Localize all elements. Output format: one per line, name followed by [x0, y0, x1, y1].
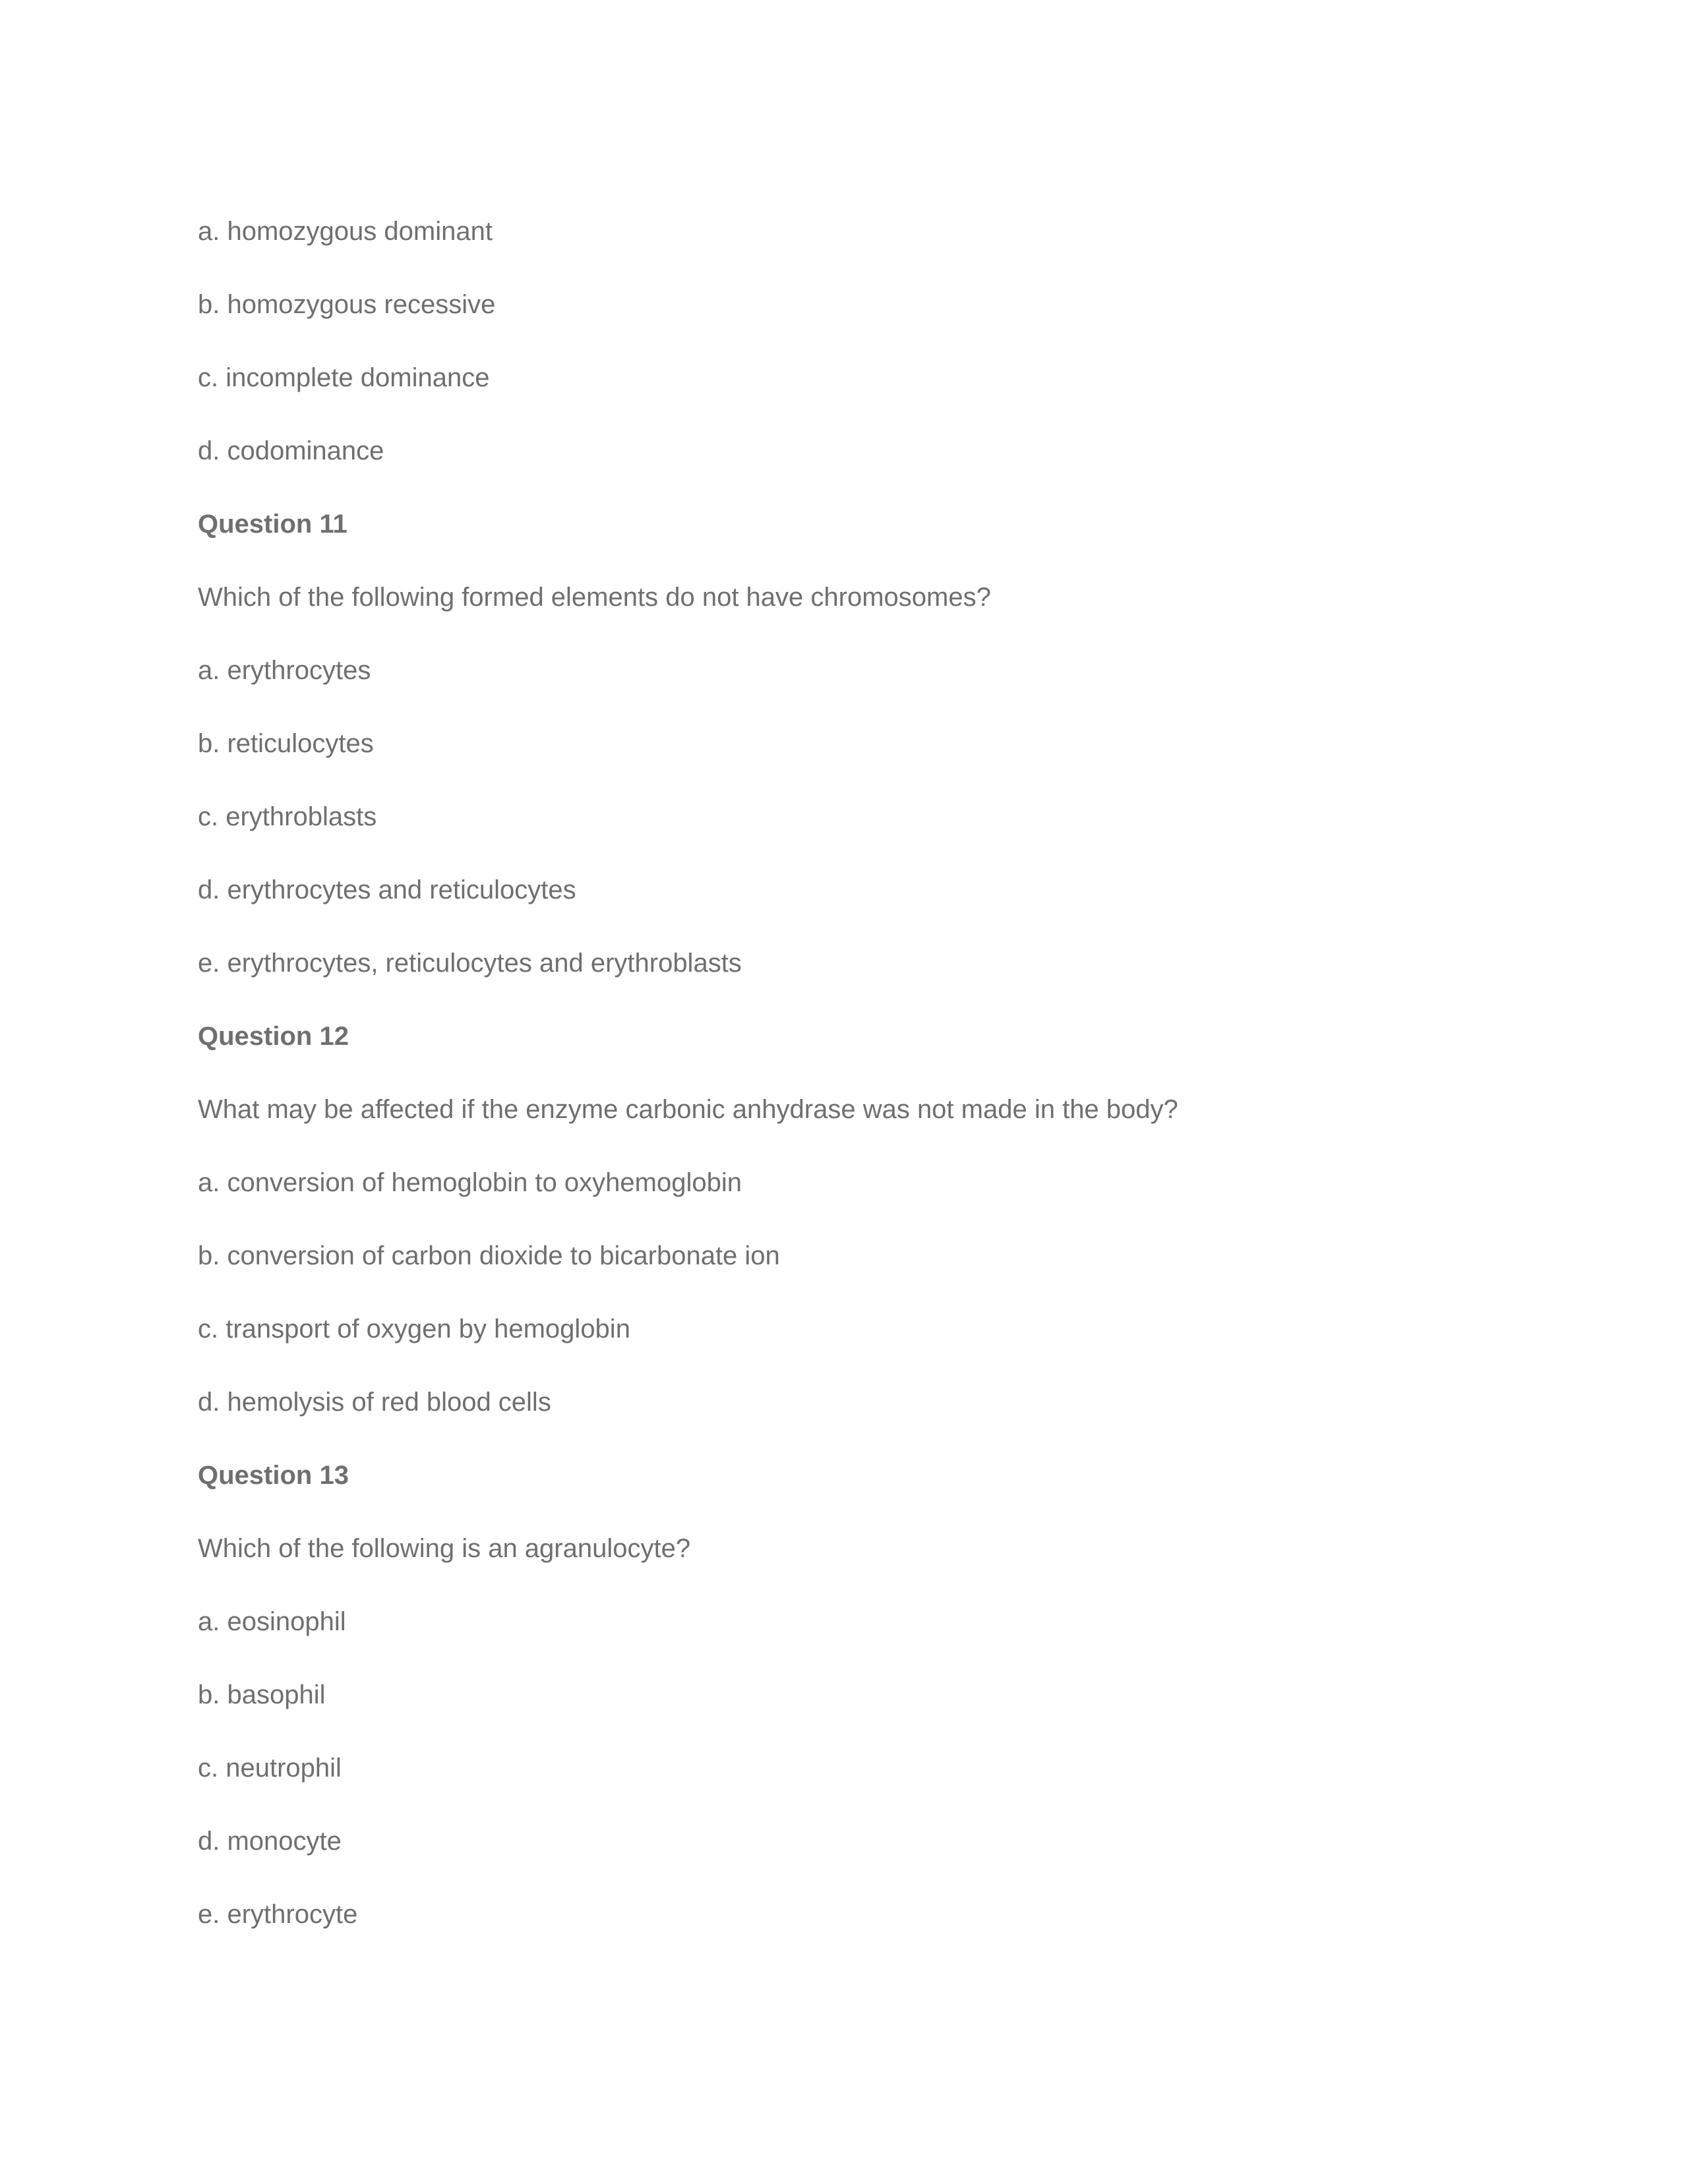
answer-option: b. reticulocytes	[198, 729, 374, 758]
question-prompt: Which of the following formed elements do not have chromosomes?	[198, 583, 991, 612]
answer-option: c. incomplete dominance	[198, 363, 490, 392]
answer-option: d. erythrocytes and reticulocytes	[198, 875, 576, 904]
answer-option: c. neutrophil	[198, 1754, 342, 1783]
answer-option: d. monocyte	[198, 1827, 342, 1856]
answer-option: a. eosinophil	[198, 1607, 346, 1636]
question-prompt: What may be affected if the enzyme carbonic anhydrase was not made in the body?	[198, 1095, 1178, 1124]
answer-option: e. erythrocyte	[198, 1900, 358, 1929]
answer-option: a. homozygous dominant	[198, 217, 493, 246]
question-heading: Question 11	[198, 510, 347, 539]
answer-option: a. conversion of hemoglobin to oxyhemoglobin	[198, 1168, 742, 1197]
question-prompt: Which of the following is an agranulocyte?	[198, 1534, 691, 1563]
answer-option: c. transport of oxygen by hemoglobin	[198, 1314, 630, 1343]
answer-option: b. basophil	[198, 1680, 326, 1709]
answer-option: e. erythrocytes, reticulocytes and erythroblasts	[198, 949, 742, 978]
question-heading: Question 12	[198, 1022, 349, 1051]
answer-option: b. conversion of carbon dioxide to bicarbonate ion	[198, 1241, 780, 1270]
answer-option: a. erythrocytes	[198, 656, 371, 685]
answer-option: b. homozygous recessive	[198, 290, 496, 319]
answer-option: c. erythroblasts	[198, 802, 377, 831]
answer-option: d. hemolysis of red blood cells	[198, 1388, 551, 1417]
question-heading: Question 13	[198, 1461, 349, 1490]
answer-option: d. codominance	[198, 436, 384, 465]
